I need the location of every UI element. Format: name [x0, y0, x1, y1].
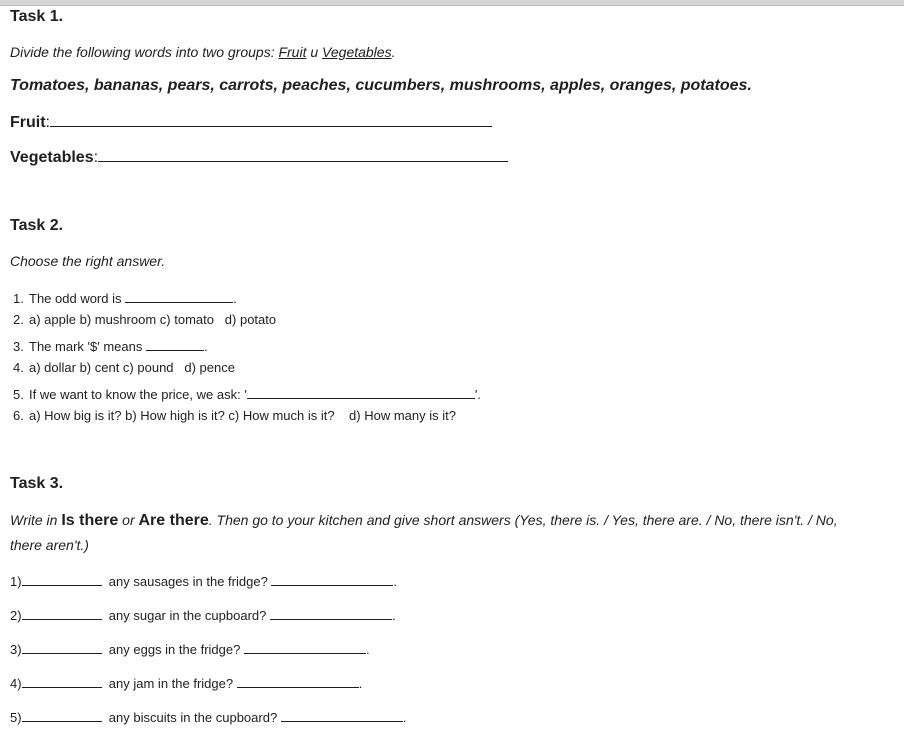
task2-instruction: Choose the right answer.	[10, 253, 166, 269]
task3-blank-4b[interactable]	[237, 673, 359, 688]
odd-word-blank[interactable]	[125, 288, 233, 303]
is-there-phrase: Is there	[61, 512, 119, 529]
fruit-answer-row: Fruit:	[10, 112, 492, 132]
vegetables-answer-row: Vegetables:	[10, 147, 508, 167]
task2-item-4: 4. a) dollar b) cent c) pound d) pence	[13, 360, 235, 375]
task2-item-3: 3. The mark '$' means .	[13, 336, 208, 354]
vegetables-word: Vegetables	[322, 44, 392, 60]
task3-blank-1a[interactable]	[22, 571, 102, 586]
window-top-bar	[0, 0, 904, 6]
task3-item-4: 4) any jam in the fridge? .	[10, 673, 362, 691]
task3-item-5: 5) any biscuits in the cupboard? .	[10, 707, 406, 725]
vegetables-answer-line[interactable]	[98, 147, 508, 162]
task3-blank-5b[interactable]	[281, 707, 403, 722]
task3-blank-2a[interactable]	[22, 605, 102, 620]
task3-item-3: 3) any eggs in the fridge? .	[10, 639, 370, 657]
task2-heading: Task 2.	[10, 217, 64, 234]
task3-blank-5a[interactable]	[22, 707, 102, 722]
mark-meaning-blank[interactable]	[146, 336, 204, 351]
task3-blank-3a[interactable]	[22, 639, 102, 654]
task3-item-2: 2) any sugar in the cupboard? .	[10, 605, 396, 623]
task1-instruction: Divide the following words into two groups: Fruit u Vegetables.	[10, 44, 396, 60]
task2-item-1: 1. The odd word is .	[13, 288, 237, 306]
task3-item-1: 1) any sausages in the fridge? .	[10, 571, 397, 589]
fruit-word: Fruit	[278, 44, 307, 60]
task2-item-5: 5. If we want to know the price, we ask: ' '.	[13, 384, 481, 402]
fruit-label: Fruit	[10, 114, 46, 131]
task1-word-list: Tomatoes, bananas, pears, carrots, peaches, cucumbers, mushrooms, apples, oranges, potatoes.	[10, 77, 752, 94]
vegetables-label: Vegetables	[10, 149, 94, 166]
task3-heading: Task 3.	[10, 475, 64, 492]
price-question-blank[interactable]	[247, 384, 475, 399]
task1-heading: Task 1.	[10, 8, 64, 25]
are-there-phrase: Are there	[138, 512, 209, 529]
task2-item-6: 6. a) How big is it? b) How high is it? c) How much is it? d) How many is it?	[13, 408, 456, 423]
task3-blank-2b[interactable]	[270, 605, 392, 620]
task2-item-2: 2. a) apple b) mushroom c) tomato d) potato	[13, 312, 277, 327]
task3-blank-4a[interactable]	[22, 673, 102, 688]
fruit-answer-line[interactable]	[50, 112, 492, 127]
task3-blank-1b[interactable]	[271, 571, 393, 586]
task3-instruction: Write in Is there or Are there. Then go to your kitchen and give short answers (Yes, there is. / Yes, there are. / No, there isn't. / No, there aren't.)	[10, 512, 838, 553]
task3-blank-3b[interactable]	[244, 639, 366, 654]
